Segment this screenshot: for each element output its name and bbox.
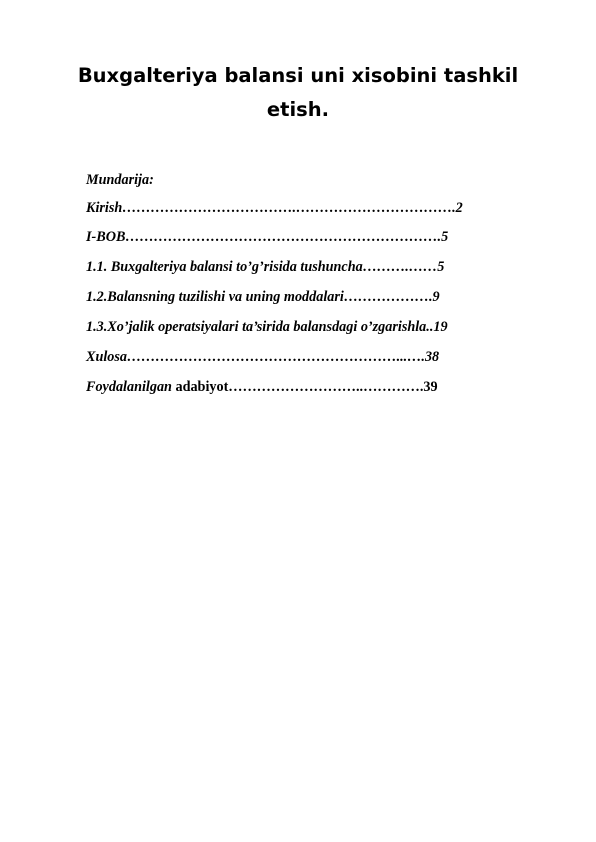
toc-entry-chapter-1: I-BOB………………………………………………………….5 bbox=[86, 229, 449, 245]
toc-heading: Mundarija: bbox=[86, 172, 154, 188]
document-title-line-1: Buxgalteriya balansi uni xisobini tashkil bbox=[77, 64, 519, 87]
document-title-line-2: etish. bbox=[266, 98, 330, 121]
toc-entry-bibliography-rest: adabiyot………………………..………….39 bbox=[171, 379, 438, 395]
toc-entry-section-1-1: 1.1. Buxgalteriya balansi to’g’risida tushuncha……….……5 bbox=[86, 259, 445, 275]
toc-entry-bibliography-label: Foydalanilgan bbox=[86, 379, 172, 395]
toc-entry-section-1-3: 1.3.Xo’jalik operatsiyalari ta’sirida balansdagi o’zgarishla..19 bbox=[86, 319, 448, 335]
toc-entry-section-1-2: 1.2.Balansning tuzilishi va uning moddalari……………….9 bbox=[86, 289, 440, 305]
toc-entry-introduction: Kirish……………………………….…………………………….2 bbox=[86, 200, 463, 216]
toc-entry-bibliography bbox=[86, 379, 438, 396]
toc-entry-conclusion: Xulosa…………………………………………………...….38 bbox=[86, 349, 440, 365]
